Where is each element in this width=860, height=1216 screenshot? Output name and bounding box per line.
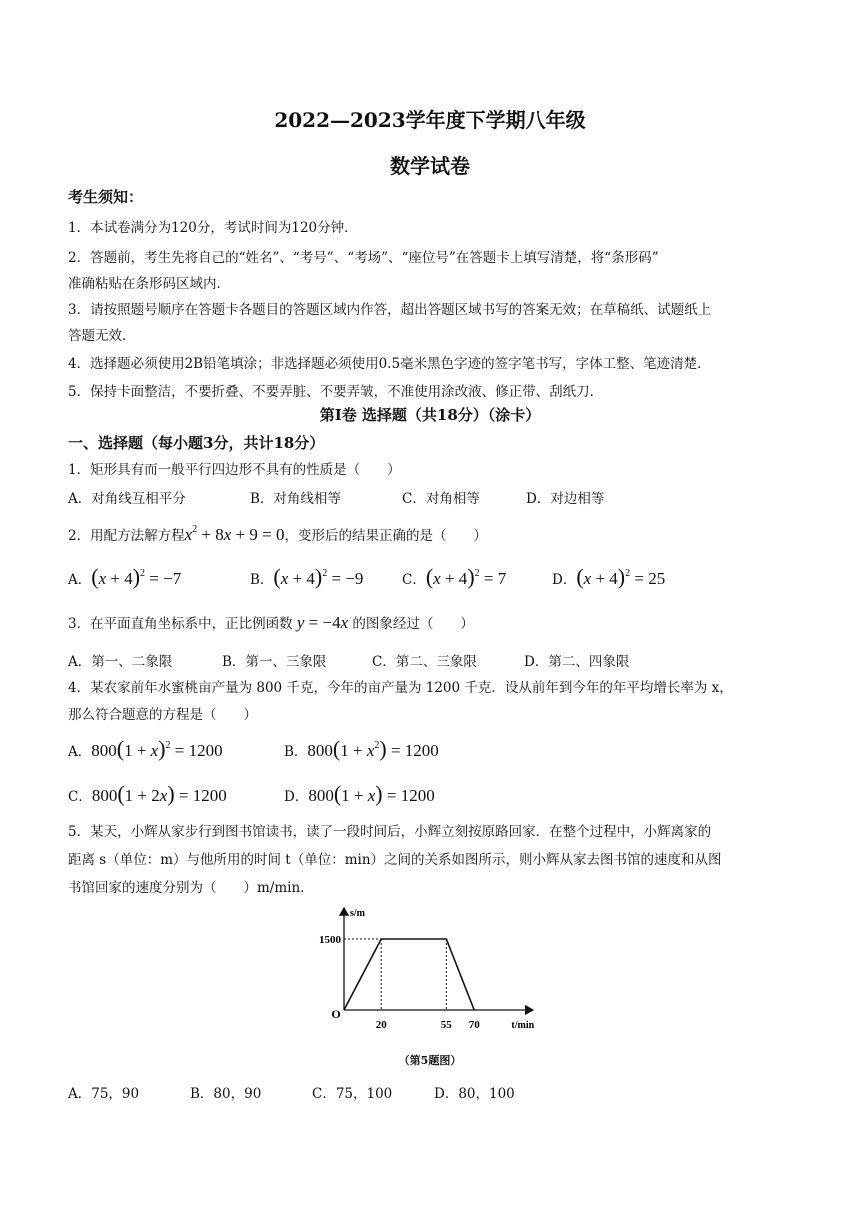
notice-item: 答题无效． xyxy=(68,328,136,344)
section-title: 第Ⅰ卷 选择题（共18分）（涂卡） xyxy=(319,406,541,424)
q2-equation: $x^2 + 8x + 9 = 0$ xyxy=(184,524,285,544)
q5-option-c: C．75，100 xyxy=(312,1086,393,1102)
q1-option-c: C．对角相等 xyxy=(402,491,480,507)
notice-item: 1．本试卷满分为120分，考试时间为120分钟． xyxy=(68,220,358,236)
q5-option-a: A．75，90 xyxy=(68,1086,140,1102)
q3-function: y = −4x xyxy=(296,613,349,632)
q4-option-b: B．$800(1 + x^2) = 1200$ xyxy=(284,736,439,761)
x-tick-label: 55 xyxy=(440,1019,452,1031)
q2-option-b-rhs: −9 xyxy=(345,569,364,588)
q2-stem xyxy=(68,524,487,545)
q5-line2: 距离 s（单位：m）与他所用的时间 t（单位：min）之间的关系如图所示，则小辉从家去图书馆的速度和从图 xyxy=(68,852,722,868)
exam-title: 2022—2023学年度下学期八年级 xyxy=(274,108,586,132)
q2-stem-pre: 2．用配方法解方程 xyxy=(68,528,185,544)
q2-option-c: C．$(x + 4)^2 = 7$ xyxy=(402,564,507,589)
q3-option-b: B．第一、三象限 xyxy=(222,654,327,670)
x-axis-label: t/min xyxy=(511,1020,535,1031)
notice-item: 4．选择题必须使用2B铅笔填涂；非选择题必须使用0.5毫米黑色字迹的签字笔书写，字体工整、笔迹清楚． xyxy=(68,356,711,372)
notice-heading: 考生须知： xyxy=(68,188,144,206)
notice-item: 3．请按照题号顺序在答题卡各题目的答题区域内作答，超出答题区域书写的答案无效；在草稿纸、试题纸上 xyxy=(68,302,712,318)
notice-item: 5．保持卡面整洁，不要折叠、不要弄脏、不要弄皱，不准使用涂改液、修正带、刮纸刀． xyxy=(68,384,604,400)
q5-line3: 书馆回家的速度分别为（ ）m/min． xyxy=(68,880,314,896)
y-tick-label: 1500 xyxy=(319,934,341,946)
q2-option-c-rhs: 7 xyxy=(497,569,507,588)
notice-item: 2．答题前，考生先将自己的“姓名”、“考号”、“考场”、“座位号”在答题卡上填写清楚，将“条形码” xyxy=(68,250,659,266)
q4-line2: 那么符合题意的方程是（ ） xyxy=(68,707,257,723)
q2-option-a: A．$(x + 4)^2 = -7$ xyxy=(68,564,182,589)
q2-option-d-rhs: 25 xyxy=(648,569,666,588)
q5-distance-time-chart xyxy=(300,900,540,1040)
q5-line1: 5．某天，小辉从家步行到图书馆读书，读了一段时间后，小辉立刻按原路回家．在整个过程中，小辉离家的 xyxy=(68,824,712,840)
q1-option-b: B．对角线相等 xyxy=(250,491,341,507)
x-tick-label: 70 xyxy=(468,1019,480,1031)
q4-option-c: C．800(1 + 2x) = 1200 xyxy=(68,781,227,806)
q2-stem-post: ，变形后的结果正确的是（ ） xyxy=(284,528,487,544)
q5-option-d: D．80，100 xyxy=(434,1086,515,1102)
y-axis-label: s/m xyxy=(350,908,365,919)
q5-figure-caption: （第5题图） xyxy=(398,1054,462,1067)
q1-option-a: A．对角线互相平分 xyxy=(68,491,186,507)
x-tick-label: 20 xyxy=(375,1019,387,1031)
q1-stem: 1．矩形具有而一般平行四边形不具有的性质是（ ） xyxy=(68,462,401,478)
q2-option-b: B．$(x + 4)^2 = -9$ xyxy=(250,564,364,589)
q4-line1: 4．某农家前年水蜜桃亩产量为 800 千克，今年的亩产量为 1200 千克．设从前年到今年的年平均增长率为 x， xyxy=(68,680,733,696)
q5-option-b: B．80，90 xyxy=(190,1086,262,1102)
q3-option-d: D．第二、四象限 xyxy=(524,654,630,670)
q3-option-a: A．第一、二象限 xyxy=(68,654,173,670)
q2-option-d: D．$(x + 4)^2 = 25$ xyxy=(552,564,666,589)
distance-line xyxy=(344,939,474,1010)
section-heading: 一、选择题（每小题3分，共计18分） xyxy=(68,434,325,452)
q3-stem: 3．在平面直角坐标系中，正比例函数 y = −4x 的图象经过（ ） xyxy=(68,613,474,632)
origin-label: O xyxy=(331,1007,341,1021)
q4-option-a: A．$800(1 + x)^2 = 1200$ xyxy=(68,736,223,761)
notice-item: 准确粘贴在条形码区域内． xyxy=(68,276,230,292)
q1-option-d: D．对边相等 xyxy=(526,491,605,507)
q2-option-a-rhs: −7 xyxy=(163,569,182,588)
q3-option-c: C．第二、三象限 xyxy=(372,654,477,670)
q4-option-d: D．800(1 + x) = 1200 xyxy=(284,781,435,806)
exam-subtitle: 数学试卷 xyxy=(390,154,470,178)
